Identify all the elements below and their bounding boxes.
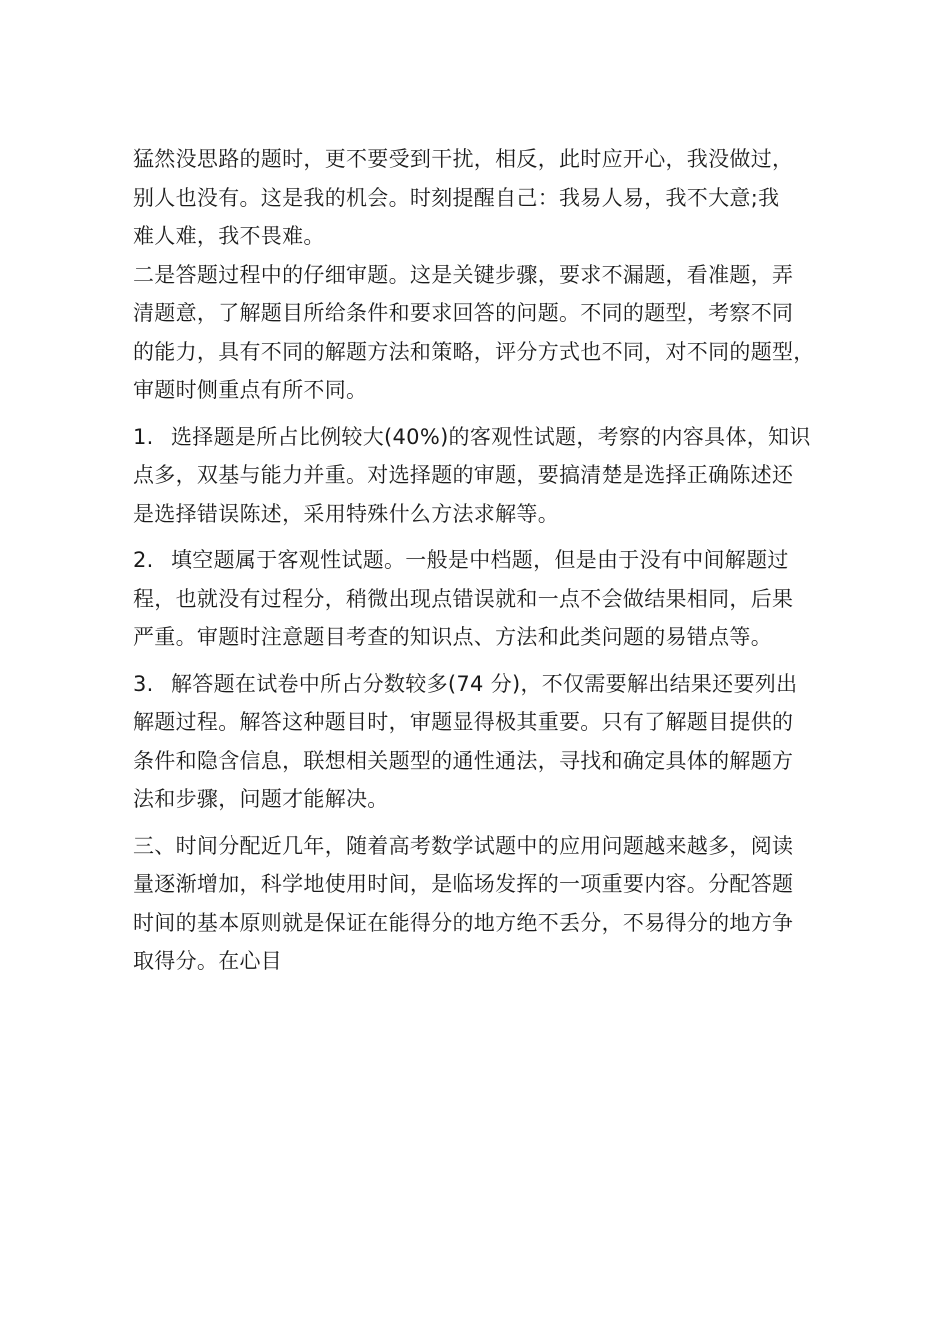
list-item-1 [133, 418, 833, 534]
list-item-text: 解答题在试卷中所占分数较多(74 分)，不仅需要解出结果还要列出 [171, 671, 798, 696]
list-number: 3. [133, 671, 154, 696]
list-item-text: 选择题是所占比例较大(40%)的客观性试题，考察的内容具体，知识 [171, 424, 811, 449]
text-line: 条件和隐含信息，联想相关题型的通性通法，寻找和确定具体的解题方 [133, 748, 794, 773]
document-body [133, 140, 833, 981]
paragraph-spacer [133, 533, 833, 541]
paragraph-1 [133, 140, 833, 256]
text-line: 别人也没有。这是我的机会。时刻提醒自己：我易人易，我不大意;我 [133, 185, 780, 210]
list-item-first-line [133, 665, 833, 704]
text-line: 法和步骤，问题才能解决。 [133, 787, 389, 811]
paragraph-spacer [133, 657, 833, 665]
text-line: 量逐渐增加，科学地使用时间，是临场发挥的一项重要内容。分配答题 [133, 872, 794, 896]
list-item-first-line [133, 418, 833, 457]
text-line: 猛然没思路的题时，更不要受到干扰，相反，此时应开心，我没做过， [133, 147, 794, 171]
text-line: 取得分。在心目 [133, 949, 283, 973]
paragraph-2 [133, 256, 833, 410]
paragraph-3 [133, 827, 833, 981]
list-item-first-line [133, 541, 833, 580]
list-item-3 [133, 665, 833, 819]
list-number: 1. [133, 424, 154, 449]
text-line: 时间的基本原则就是保证在能得分的地方绝不丢分，不易得分的地方争 [133, 910, 794, 935]
paragraph-spacer [133, 410, 833, 418]
text-line: 三、时间分配近几年，随着高考数学试题中的应用问题越来越多，阅读 [133, 833, 794, 858]
text-line: 点多，双基与能力并重。对选择题的审题，要搞清楚是选择正确陈述还 [133, 463, 794, 487]
text-line: 清题意，了解题目所给条件和要求回答的问题。不同的题型，考察不同 [133, 301, 794, 325]
list-item-2 [133, 541, 833, 657]
text-line: 二是答题过程中的仔细审题。这是关键步骤，要求不漏题，看准题，弄 [133, 262, 794, 287]
text-line: 难人难，我不畏难。 [133, 224, 325, 248]
text-line: 解题过程。解答这种题目时，审题显得极其重要。只有了解题目提供的 [133, 710, 794, 734]
paragraph-spacer [133, 819, 833, 827]
text-line: 是选择错误陈述，采用特殊什么方法求解等。 [133, 501, 559, 526]
text-line: 程，也就没有过程分，稍微出现点错误就和一点不会做结果相同，后果 [133, 586, 794, 611]
text-line: 审题时侧重点有所不同。 [133, 378, 368, 402]
list-item-text: 填空题属于客观性试题。一般是中档题，但是由于没有中间解题过 [171, 548, 789, 572]
text-line: 的能力，具有不同的解题方法和策略，评分方式也不同，对不同的题型， [133, 339, 815, 364]
text-line: 严重。审题时注意题目考查的知识点、方法和此类问题的易错点等。 [133, 625, 772, 649]
list-number: 2. [133, 548, 154, 572]
